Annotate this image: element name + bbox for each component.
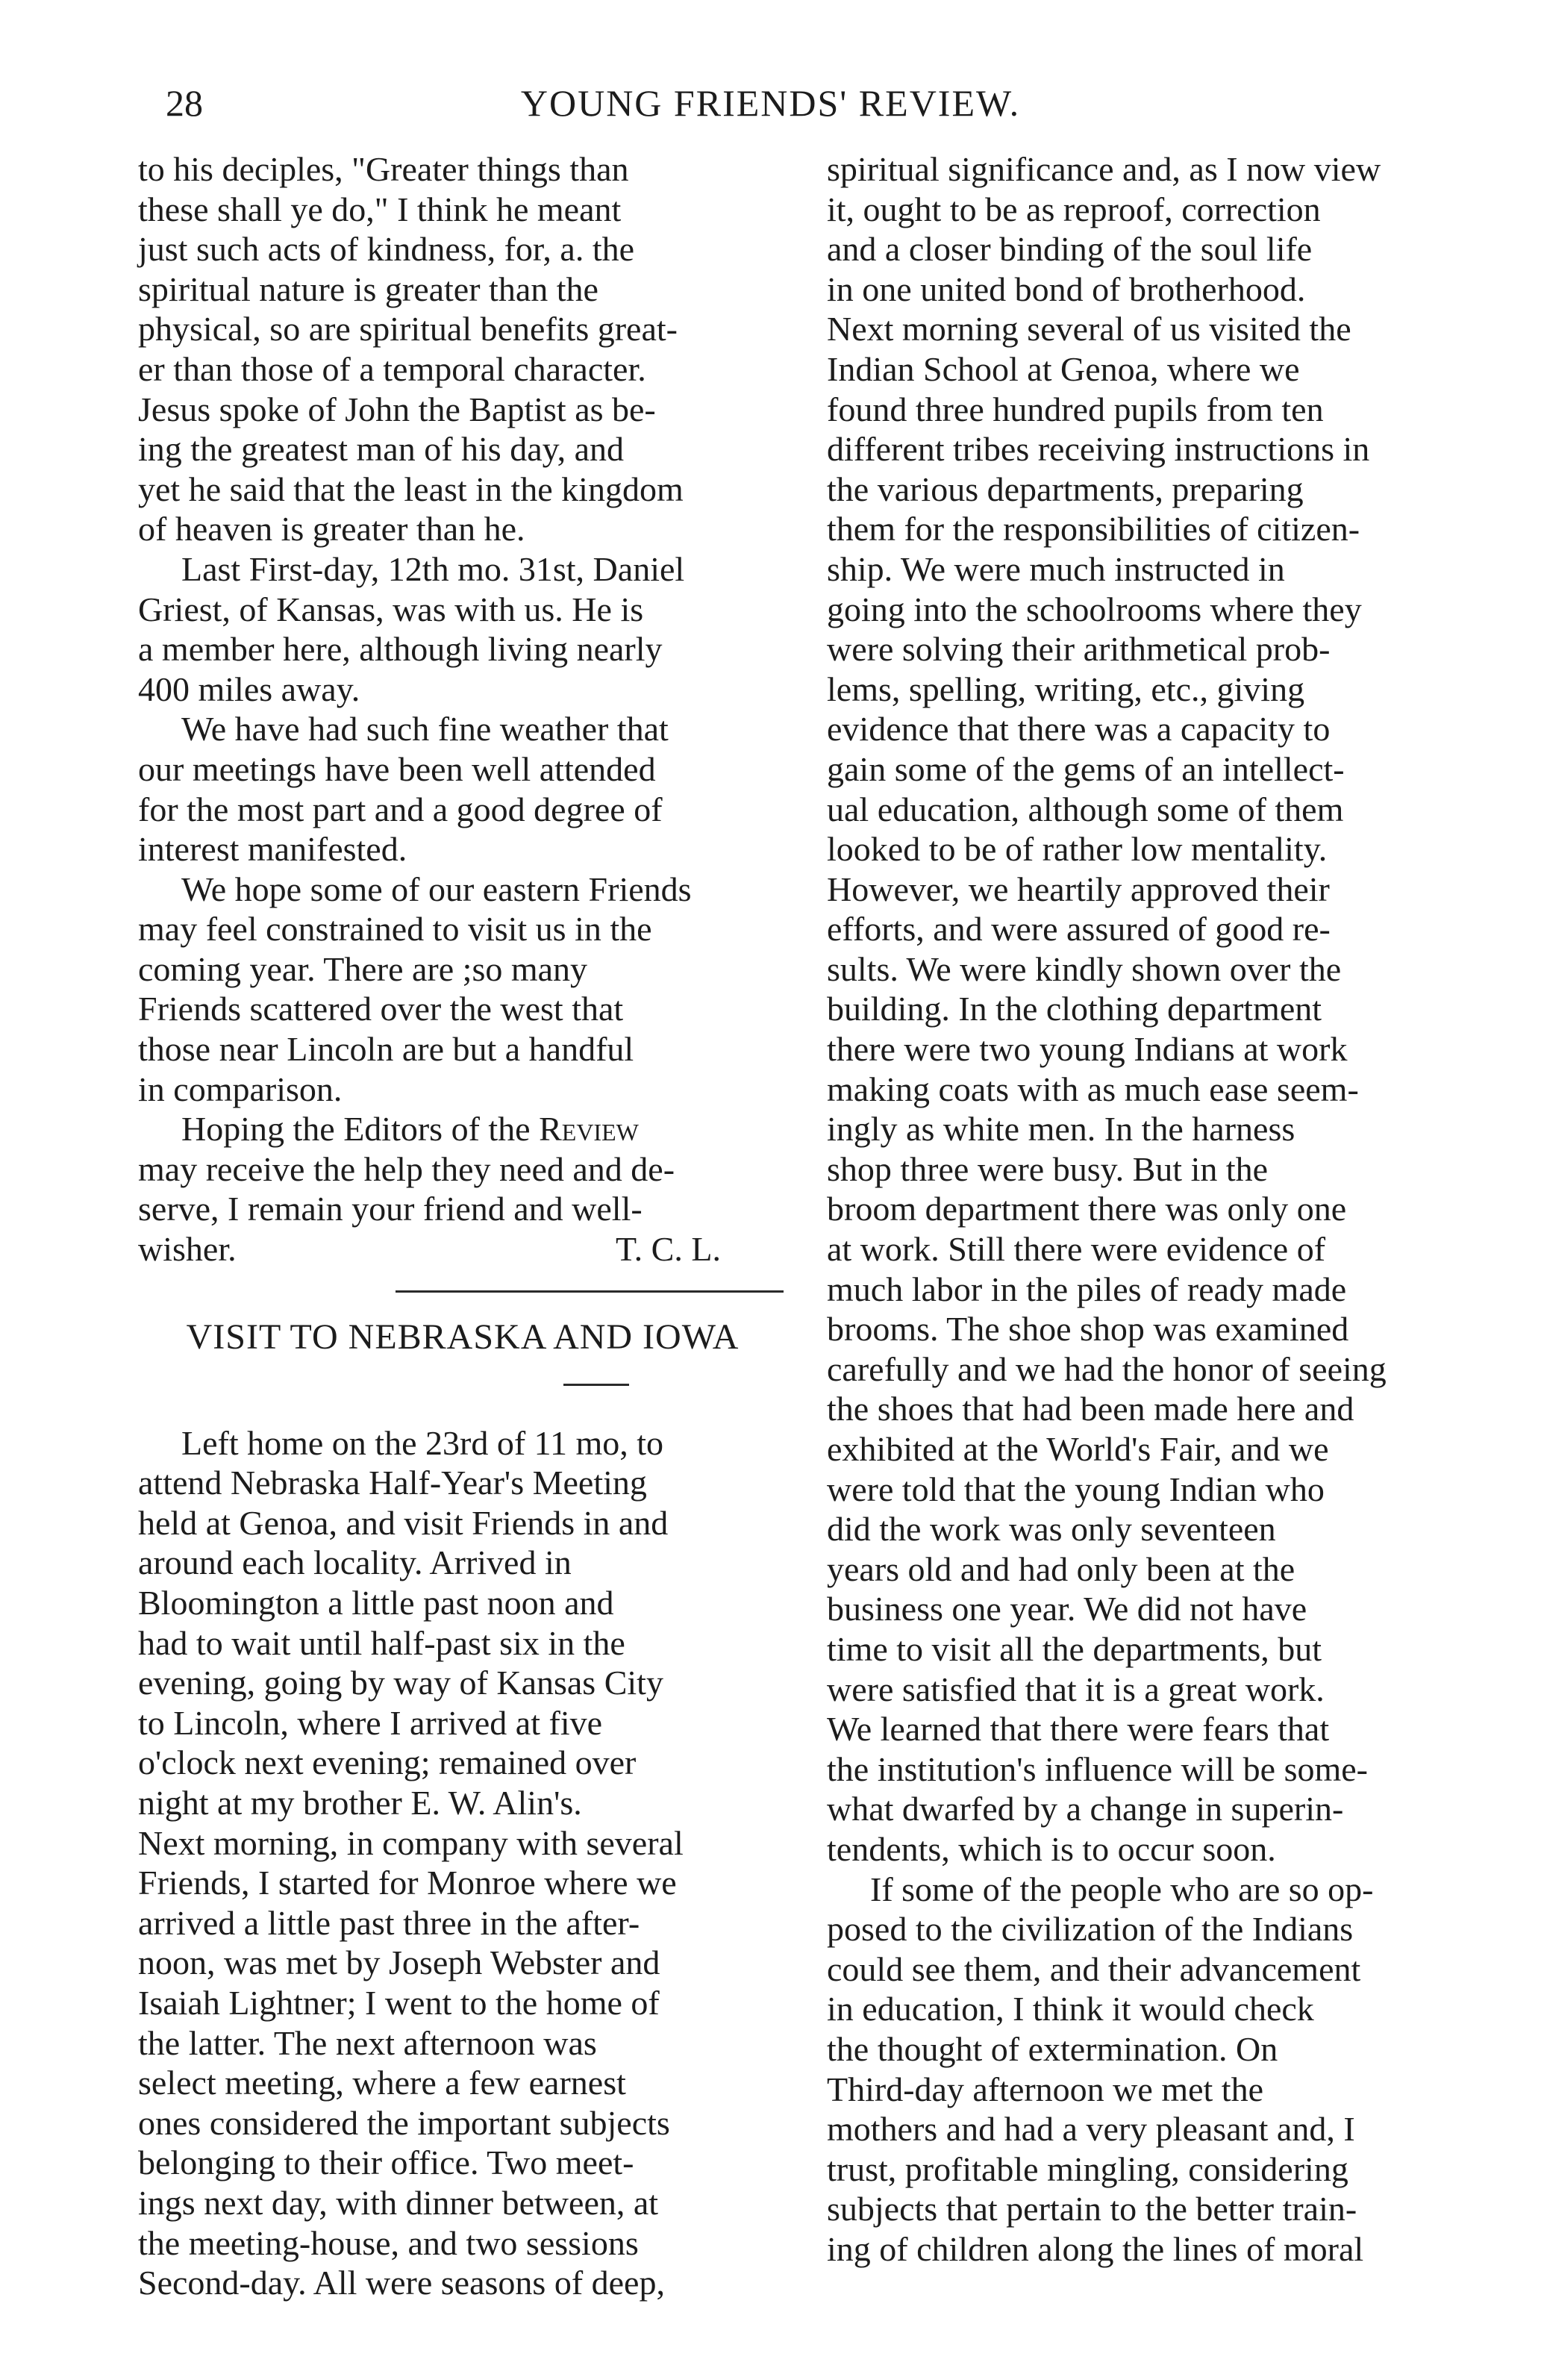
paragraph: spiritual significance and, as I now view it, ought to be as reproof, correction and a closer binding of the soul life in one united bond of brotherhood. Next morning several of us visited the Indian School at Genoa, where we found three hundred pupils from ten different tribes receiving instructions in the various departments, preparing them for the responsibilities of citizen- ship. We were much instructed in going into the schoolrooms where they were solving their arithmetical prob- lems, spelling, writing, etc., giving evidence that there was a capacity to gain some of the gems of an intellect- ual education, although some of them looked to be of rather low mentality. However, we heartily approved their efforts, and were assured of good re- sults. We were kindly shown over the building. In the clothing department there were two young Indians at work making coats with as much ease seem- ingly as white men. In the harness shop three were busy. But in the broom department there was only one at work. Still there were evidence of much labor in the piles of ready made brooms. The shoe shop was examined carefully and we had the honor of seeing the shoes that had been made here and exhibited at the World's Fair, and we were told that the young Indian who did the work was only seventeen years old and had only been at the business one year. We did not have time to visit all the departments, but were satisfied that it is a great work. We learned that there were fears that the institution's influence will be some- what dwarfed by a change in superin- tendents, which is to occur soon.	[827, 150, 1387, 1868]
heading-rule	[563, 1384, 629, 1386]
running-title: YOUNG FRIENDS' REVIEW.	[520, 82, 1021, 124]
left-column	[138, 149, 787, 2303]
paragraph-text: may receive the help they need and de- serve, I remain your friend and well-	[138, 1149, 675, 1228]
paragraph: We hope some of our eastern Friends may feel constrained to visit us in the coming year. There are ;so many Friends scattered over the west that those near Lincoln are but a handful in comparison.	[138, 869, 692, 1108]
section-divider	[396, 1290, 784, 1293]
paragraph: We have had such fine weather that our meetings have been well attended for the most part and a good degree of interest manifested.	[138, 710, 669, 869]
signature: T. C. L.	[616, 1230, 721, 1269]
signoff-line	[138, 1229, 787, 1269]
page-number: 28	[166, 82, 203, 124]
paragraph: to his deciples, "Greater things than these shall ye do," I think he meant just such acts of kindness, for, a. the spiritual nature is greater than the physical, so are spiritual benefits great- er than those of a temporal character. Jesus spoke of John the Baptist as be- ing the greatest man of his day, and yet he said that the least in the kingdom of heaven is greater than he.	[138, 150, 684, 549]
page-header	[0, 81, 1541, 133]
paragraph: Last First-day, 12th mo. 31st, Daniel Griest, of Kansas, was with us. He is a member here, although living nearly 400 miles away.	[138, 549, 685, 708]
paragraph-text: Hoping the Editors of the	[181, 1110, 540, 1149]
paragraph: Left home on the 23rd of 11 mo, to attend Nebraska Half-Year's Meeting held at Genoa, and visit Friends in and around each locality. Arrived in Bloomington a little past noon and had to wait until half-past six in the evening, going by way of Kansas City to Lincoln, where I arrived at five o'clock next evening; remained over night at my brother E. W. Alin's. Next morning, in company with several Friends, I started for Monroe where we arrived a little past three in the after- noon, was met by Joseph Webster and Isaiah Lightner; I went to the home of the latter. The next afternoon was select meeting, where a few earnest ones considered the important subjects belonging to their office. Two meet- ings next day, with dinner between, at the meeting-house, and two sessions Second-day. All were seasons of deep,	[138, 1423, 684, 2302]
paragraph: If some of the people who are so op- posed to the civilization of the Indians could see them, and their advancement in education, I think it would check the thought of extermination. On Third-day afternoon we met the mothers and had a very pleasant and, I trust, profitable mingling, considering subjects that pertain to the better train- ing of children along the lines of moral	[827, 1870, 1374, 2268]
section-heading: VISIT TO NEBRASKA AND IOWA	[186, 1317, 740, 1357]
review-title: Review	[539, 1110, 639, 1149]
paragraph	[138, 1109, 787, 1229]
right-column	[827, 149, 1478, 2269]
signoff-word: wisher.	[138, 1230, 237, 1269]
